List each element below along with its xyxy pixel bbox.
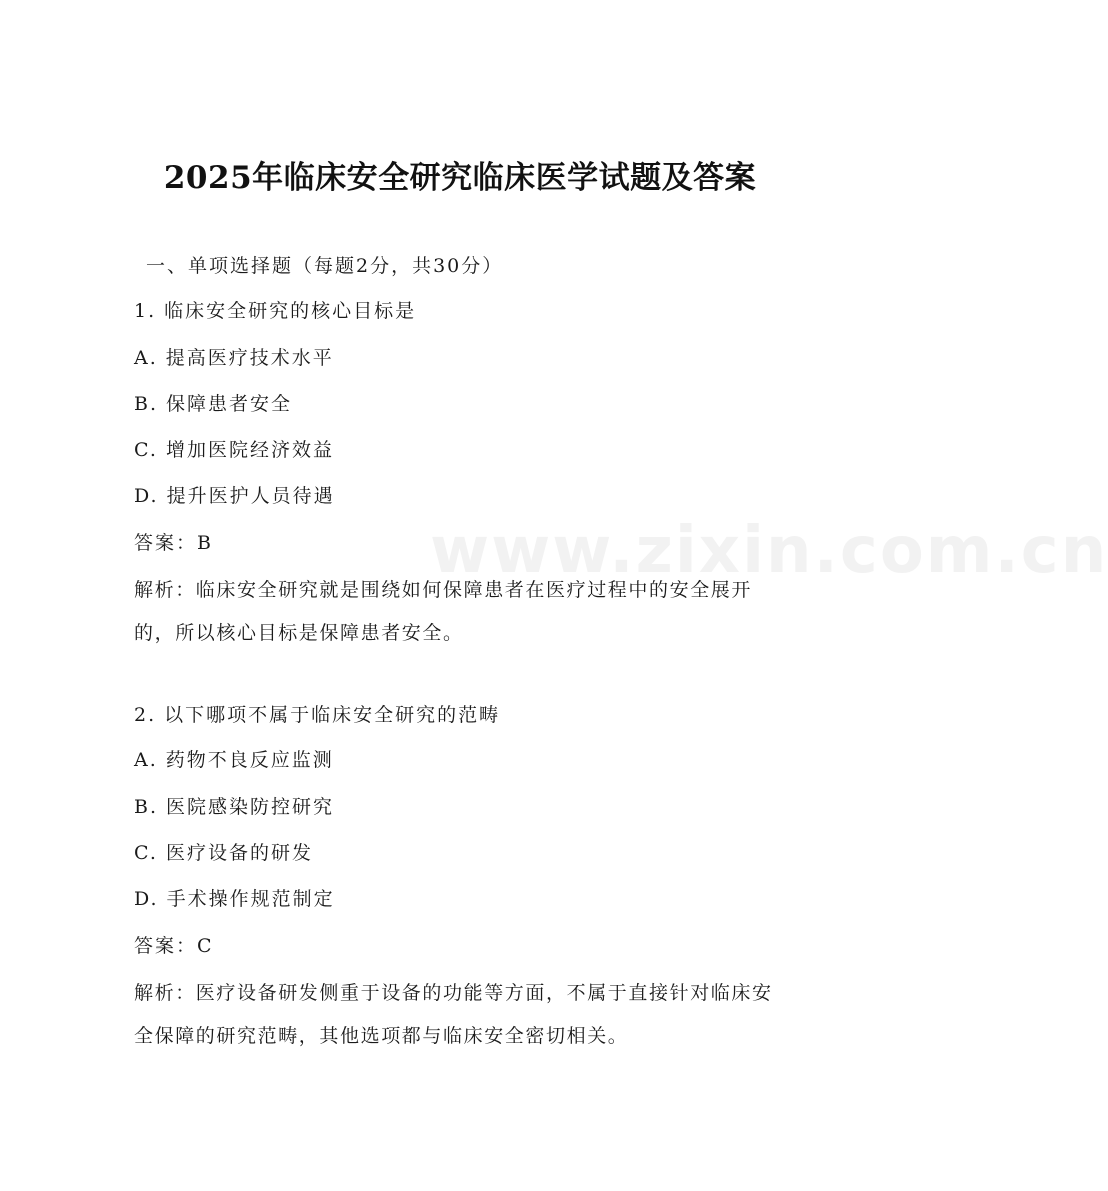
explanation: 解析：临床安全研究就是围绕如何保障患者在医疗过程中的安全展开的，所以核心目标是保障患者安全。 (134, 579, 753, 644)
option-a: A. 提高医疗技术水平 (134, 347, 334, 369)
explanation: 解析：医疗设备研发侧重于设备的功能等方面，不属于直接针对临床安全保障的研究范畴，其他选项都与临床安全密切相关。 (134, 982, 773, 1047)
question-stem: 1. 临床安全研究的核心目标是 (134, 300, 417, 322)
option-d: D. 提升医护人员待遇 (134, 485, 335, 507)
watermark: www.zixin.com.cn (430, 514, 1108, 588)
option-c: C. 增加医院经济效益 (134, 439, 334, 461)
option-b: B. 保障患者安全 (134, 393, 293, 415)
option-a: A. 药物不良反应监测 (134, 749, 334, 771)
answer: 答案：C (134, 935, 214, 957)
section-heading: 一、单项选择题（每题2分，共30分） (146, 255, 504, 277)
option-d: D. 手术操作规范制定 (134, 888, 335, 910)
document-title: 2025年临床安全研究临床医学试题及答案 (163, 160, 757, 196)
answer: 答案：B (134, 532, 213, 554)
question-stem: 2. 以下哪项不属于临床安全研究的范畴 (134, 704, 501, 726)
option-c: C. 医疗设备的研发 (134, 842, 313, 864)
option-b: B. 医院感染防控研究 (134, 796, 335, 818)
